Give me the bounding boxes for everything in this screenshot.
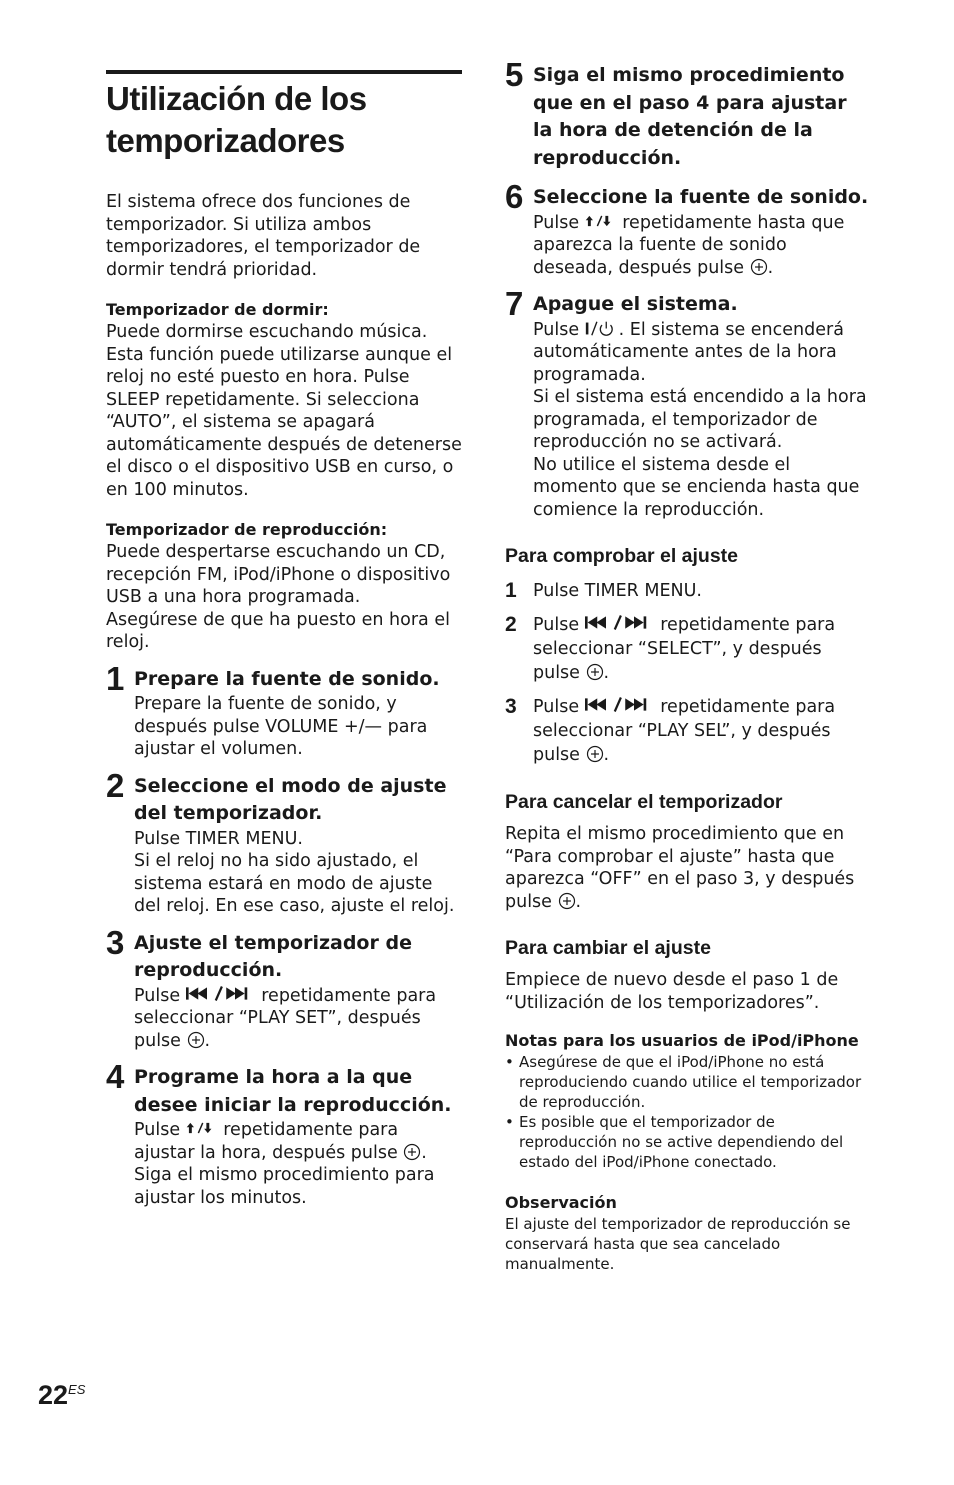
play-timer-note: Asegúrese de que ha puesto en hora el reloj. xyxy=(106,609,450,652)
check-step-1 xyxy=(505,579,870,603)
observation-text: El ajuste del temporizador de reproducción se conservará hasta que sea cancelado manualmente. xyxy=(505,1215,851,1273)
page-title xyxy=(106,78,464,162)
ipod-note-item: • Asegúrese de que el iPod/iPhone no está reproduciendo cuando utilice el temporizador de reproducción. xyxy=(505,1052,870,1112)
page-number xyxy=(38,1380,85,1411)
enter-icon xyxy=(750,258,768,276)
check-step-text: repetidamente para seleccionar “SELECT”, y después pulse xyxy=(533,615,836,683)
enter-icon xyxy=(403,1143,421,1161)
step-text: Pulse xyxy=(533,319,580,340)
skip-prev-next-icon xyxy=(186,986,256,1001)
page-language-suffix: ES xyxy=(68,1382,86,1397)
check-step-text: . xyxy=(603,663,610,683)
step-heading: Programe la hora a la que desee iniciar la reproducción. xyxy=(134,1066,452,1116)
check-step-text: Pulse TIMER MENU. xyxy=(533,581,702,601)
step-text: . El sistema se encenderá automáticamente antes de la hora programada. xyxy=(533,319,844,385)
step-heading: Prepare la fuente de sonido. xyxy=(134,667,440,690)
step-number: 3 xyxy=(106,923,125,961)
step-4 xyxy=(106,1058,464,1209)
page-title-line1: Utilización de los xyxy=(106,80,367,117)
step-text: . xyxy=(421,1142,427,1163)
step-body: Si el reloj no ha sido ajustado, el sistema estará en modo de ajuste del reloj. En ese caso, ajuste el reloj. xyxy=(134,851,455,916)
sleep-timer-text: Puede dormirse escuchando música. Esta función puede utilizarse aunque el reloj no esté puesto en hora. Pulse SLEEP repetidamente. Si selecciona “AUTO”, el sistema se apagará automáticamente después de detenerse el disco o el dispositivo USB en curso, o en 100 minutos. xyxy=(106,322,462,500)
step-number: 6 xyxy=(505,178,524,215)
cancel-text: Repita el mismo procedimiento que en “Para comprobar el ajuste” hasta que aparezca “OFF” en el paso 3, y después pulse xyxy=(505,824,855,912)
observation-heading: Observación xyxy=(505,1193,617,1212)
step-body xyxy=(134,985,464,1053)
check-step-3 xyxy=(505,695,870,767)
page-number-value: 22 xyxy=(38,1380,69,1410)
right-column xyxy=(505,56,870,1274)
step-heading: Siga el mismo procedimiento que en el paso 4 para ajustar la hora de detención de la reproducción. xyxy=(533,64,847,169)
cancel-text: . xyxy=(575,891,582,912)
title-rule xyxy=(106,70,462,74)
step-1 xyxy=(106,659,464,761)
step-text: . xyxy=(204,1030,211,1051)
enter-icon xyxy=(558,892,576,910)
play-timer-heading: Temporizador de reproducción: xyxy=(106,520,388,539)
step-number: 4 xyxy=(106,1058,125,1095)
step-text: . xyxy=(767,257,774,278)
enter-icon xyxy=(586,745,604,763)
ipod-notes-heading: Notas para los usuarios de iPod/iPhone xyxy=(505,1031,859,1050)
sleep-timer-heading: Temporizador de dormir: xyxy=(106,300,329,319)
cancel-timer-heading: Para cancelar el temporizador xyxy=(505,791,783,813)
step-body xyxy=(533,319,870,387)
step-body: Si el sistema está encendido a la hora programada, el temporizador de reproducción no se activará. xyxy=(533,387,867,452)
check-step-text: Pulse xyxy=(533,615,580,635)
step-body: Siga el mismo procedimiento para ajustar los minutos. xyxy=(134,1165,435,1208)
step-number: 2 xyxy=(106,766,125,804)
play-timer-text: Puede despertarse escuchando un CD, recepción FM, iPod/iPhone o dispositivo USB a una hora programada. xyxy=(106,542,451,607)
enter-icon xyxy=(187,1031,205,1049)
check-step-text: . xyxy=(603,745,610,765)
check-setting-heading: Para comprobar el ajuste xyxy=(505,545,739,567)
step-3 xyxy=(106,923,464,1053)
intro-text: El sistema ofrece dos funciones de temporizador. Si utiliza ambos temporizadores, el temporizador de dormir tendrá prioridad. xyxy=(106,192,421,280)
check-step-text: repetidamente para seleccionar “PLAY SEL”, y después pulse xyxy=(533,697,836,765)
step-body: Prepare la fuente de sonido, y después pulse VOLUME +/— para ajustar el volumen. xyxy=(134,694,428,759)
step-6 xyxy=(505,178,870,279)
step-number: 7 xyxy=(505,285,524,322)
step-text: repetidamente para ajustar la hora, después pulse xyxy=(134,1120,399,1163)
step-body: Pulse TIMER MENU. xyxy=(134,828,303,849)
up-down-arrow-icon xyxy=(585,214,617,228)
change-setting-heading: Para cambiar el ajuste xyxy=(505,937,711,959)
step-text: repetidamente hasta que aparezca la fuente de sonido deseada, después pulse xyxy=(533,212,845,278)
step-number: 5 xyxy=(505,56,524,93)
step-text: Pulse xyxy=(134,985,181,1006)
page-title-line2: temporizadores xyxy=(106,122,345,159)
check-step-number: 3 xyxy=(505,695,517,718)
step-body: No utilice el sistema desde el momento que se encienda hasta que comience la reproducción. xyxy=(533,454,860,520)
skip-prev-next-icon xyxy=(585,615,655,630)
step-2 xyxy=(106,766,464,918)
ipod-note-item: • Es posible que el temporizador de reproducción no se active dependiendo del estado del iPod/iPhone conectado. xyxy=(505,1112,870,1172)
step-heading: Apague el sistema. xyxy=(533,293,738,315)
left-column xyxy=(106,70,464,1209)
step-number: 1 xyxy=(106,659,125,697)
step-text: Pulse xyxy=(533,212,580,233)
check-step-number: 1 xyxy=(505,579,517,602)
step-heading: Ajuste el temporizador de reproducción. xyxy=(134,931,412,981)
up-down-arrow-icon xyxy=(186,1121,218,1135)
check-step-2 xyxy=(505,613,870,685)
step-text: repetidamente para seleccionar “PLAY SET”, después pulse xyxy=(134,985,437,1051)
change-setting-text: Empiece de nuevo desde el paso 1 de “Utilización de los temporizadores”. xyxy=(505,970,839,1013)
enter-icon xyxy=(586,663,604,681)
step-heading: Seleccione el modo de ajuste del temporizador. xyxy=(134,774,447,824)
power-icon xyxy=(585,320,619,337)
step-body xyxy=(134,1119,464,1164)
step-5 xyxy=(505,56,870,172)
step-7 xyxy=(505,285,870,521)
step-heading: Seleccione la fuente de sonido. xyxy=(533,186,869,208)
step-text: Pulse xyxy=(134,1120,181,1140)
step-body xyxy=(533,212,870,280)
cancel-timer-text xyxy=(505,823,870,913)
check-step-text: Pulse xyxy=(533,697,580,717)
skip-prev-next-icon xyxy=(585,697,655,712)
check-step-number: 2 xyxy=(505,613,517,636)
